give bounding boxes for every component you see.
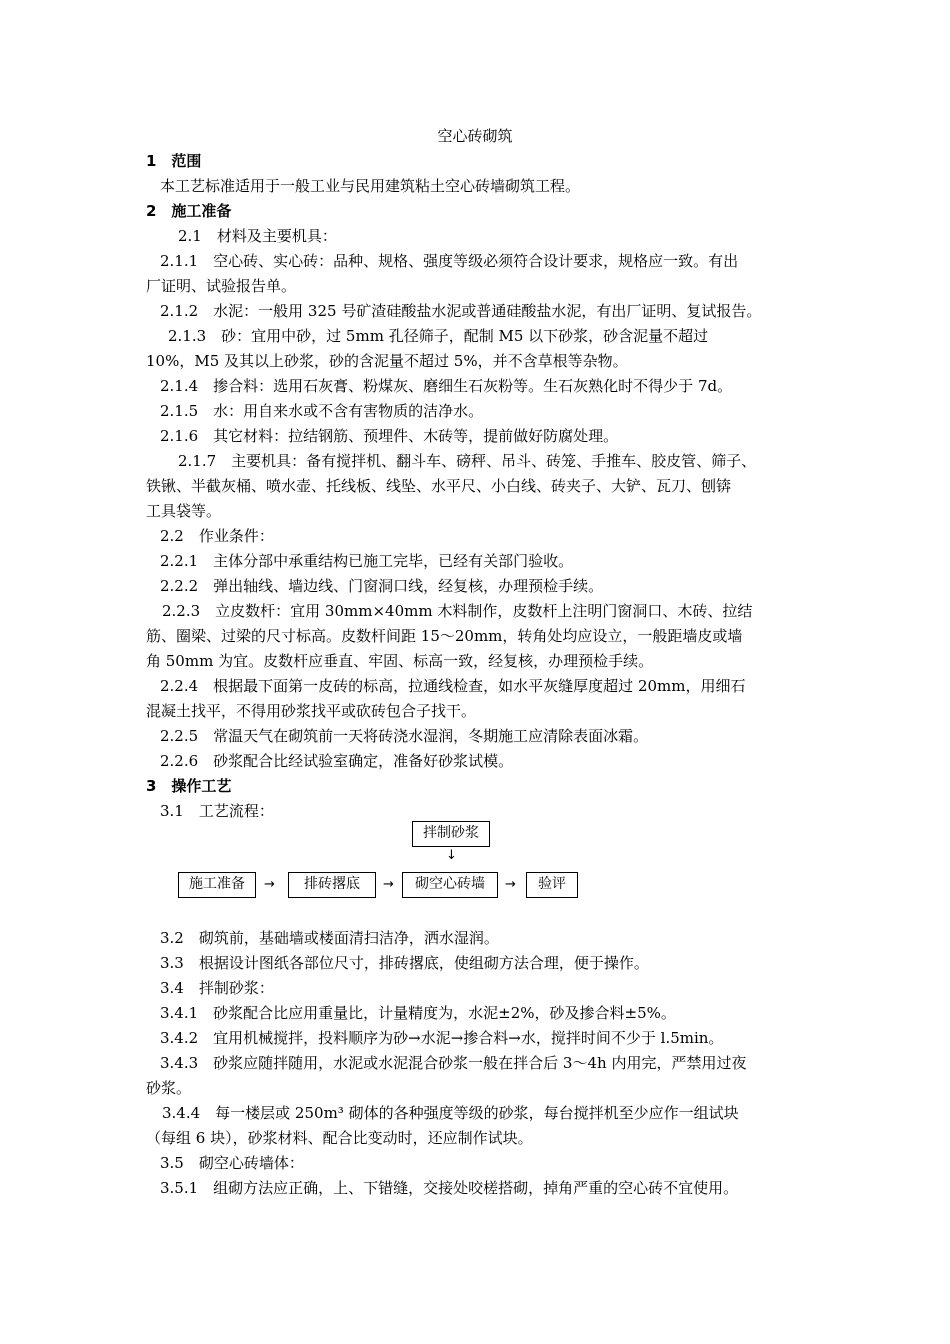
- paragraph-line: 2.2.3 立皮数杆：宜用 30mm×40mm 木料制作，皮数杆上注明门窗洞口、木砖、拉结: [162, 602, 753, 620]
- paragraph-line: 2.2.6 砂浆配合比经试验室确定，准备好砂浆试模。: [160, 752, 514, 770]
- paragraph-line: 2.1 材料及主要机具：: [178, 227, 337, 245]
- flow-arrow-down-icon: ↓: [446, 848, 457, 863]
- paragraph-line: 2.1.3 砂：宜用中砂，过 5mm 孔径筛子，配制 M5 以下砂浆，砂含泥量不超过: [168, 327, 709, 345]
- flow-arrow-right-icon: →: [505, 877, 516, 892]
- flow-box-lay-bricks: 砌空心砖墙: [402, 872, 498, 898]
- paragraph-line: 本工艺标准适用于一般工业与民用建筑粘土空心砖墙砌筑工程。: [160, 177, 581, 195]
- paragraph-line: 筋、圈梁、过梁的尺寸标高。皮数杆间距 15～20mm，转角处均应设立，一般距墙皮或墙: [146, 627, 743, 645]
- paragraph-line: 2.2.5 常温天气在砌筑前一天将砖浇水湿润，冬期施工应清除表面冰霜。: [160, 727, 649, 745]
- section-heading: 3 操作工艺: [146, 777, 232, 795]
- page-title: 空心砖砌筑: [437, 127, 513, 145]
- paragraph-line: （每组 6 块），砂浆材料、配合比变动时，还应制作试块。: [146, 1129, 533, 1147]
- paragraph-line: 2.2.4 根据最下面第一皮砖的标高，拉通线检查，如水平灰缝厚度超过 20mm，用细石: [160, 677, 746, 695]
- paragraph-line: 角 50mm 为宜。皮数杆应垂直、牢固、标高一致，经复核，办理预检手续。: [146, 652, 654, 670]
- paragraph-line: 3.5.1 组砌方法应正确，上、下错缝，交接处咬槎搭砌，掉角严重的空心砖不宜使用。: [160, 1179, 739, 1197]
- flow-box-prep: 施工准备: [178, 872, 256, 898]
- paragraph-line: 2.1.7 主要机具：备有搅拌机、翻斗车、磅秤、吊斗、砖笼、手推车、胶皮管、筛子、: [178, 452, 757, 470]
- paragraph-line: 2.1.1 空心砖、实心砖：品种、规格、强度等级必须符合设计要求，规格应一致。有出: [160, 252, 739, 270]
- paragraph-line: 3.4.4 每一楼层或 250m³ 砌体的各种强度等级的砂浆，每台搅拌机至少应作一组试块: [162, 1104, 739, 1122]
- section-heading: 2 施工准备: [146, 202, 232, 220]
- paragraph-line: 3.3 根据设计图纸各部位尺寸，排砖撂底，使组砌方法合理，便于操作。: [160, 954, 649, 972]
- paragraph-line: 混凝土找平，不得用砂浆找平或砍砖包合子找干。: [146, 702, 477, 720]
- paragraph-line: 铁锹、半截灰桶、喷水壶、托线板、线坠、水平尺、小白线、砖夹子、大铲、瓦刀、刨锛: [146, 477, 732, 495]
- flow-box-layout: 排砖撂底: [288, 872, 376, 898]
- paragraph-line: 3.2 砌筑前，基础墙或楼面清扫洁净，洒水湿润。: [160, 929, 499, 947]
- paragraph-line: 3.5 砌空心砖墙体：: [160, 1154, 304, 1172]
- paragraph-line: 厂证明、试验报告单。: [146, 277, 297, 295]
- flow-arrow-right-icon: →: [264, 877, 275, 892]
- paragraph-line: 2.1.5 水：用自来水或不含有害物质的洁净水。: [160, 402, 484, 420]
- flow-arrow-right-icon: →: [383, 877, 394, 892]
- paragraph-line: 3.4.1 砂浆配合比应用重量比，计量精度为，水泥±2%，砂及掺合料±5%。: [160, 1004, 676, 1022]
- paragraph-line: 2.1.6 其它材料：拉结钢筋、预埋件、木砖等，提前做好防腐处理。: [160, 427, 619, 445]
- paragraph-line: 2.2 作业条件：: [160, 527, 274, 545]
- paragraph-line: 3.4.2 宜用机械搅拌，投料顺序为砂→水泥→掺合料→水，搅拌时间不少于 l.5min。: [160, 1029, 724, 1047]
- flow-box-inspect: 验评: [526, 872, 578, 898]
- paragraph-line: 工具袋等。: [146, 502, 222, 520]
- paragraph-line: 砂浆。: [146, 1079, 192, 1097]
- paragraph-line: 3.4.3 砂浆应随拌随用，水泥或水泥混合砂浆一般在拌合后 3～4h 内用完，严禁用过夜: [160, 1054, 747, 1072]
- paragraph-line: 2.1.2 水泥：一般用 325 号矿渣硅酸盐水泥或普通硅酸盐水泥，有出厂证明、复试报告。: [160, 302, 762, 320]
- paragraph-line: 2.2.1 主体分部中承重结构已施工完毕，已经有关部门验收。: [160, 552, 574, 570]
- paragraph-line: 3.4 拌制砂浆：: [160, 979, 274, 997]
- flow-box-mix-mortar: 拌制砂浆: [412, 821, 490, 847]
- paragraph-line: 2.1.4 掺合料：选用石灰膏、粉煤灰、磨细生石灰粉等。生石灰熟化时不得少于 7d。: [160, 377, 733, 395]
- paragraph-line: 2.2.2 弹出轴线、墙边线、门窗洞口线，经复核，办理预检手续。: [160, 577, 604, 595]
- paragraph-line: 10%，M5 及其以上砂浆，砂的含泥量不超过 5%，并不含草根等杂物。: [146, 352, 628, 370]
- section-heading: 1 范围: [146, 152, 202, 170]
- paragraph-line: 3.1 工艺流程：: [160, 802, 274, 820]
